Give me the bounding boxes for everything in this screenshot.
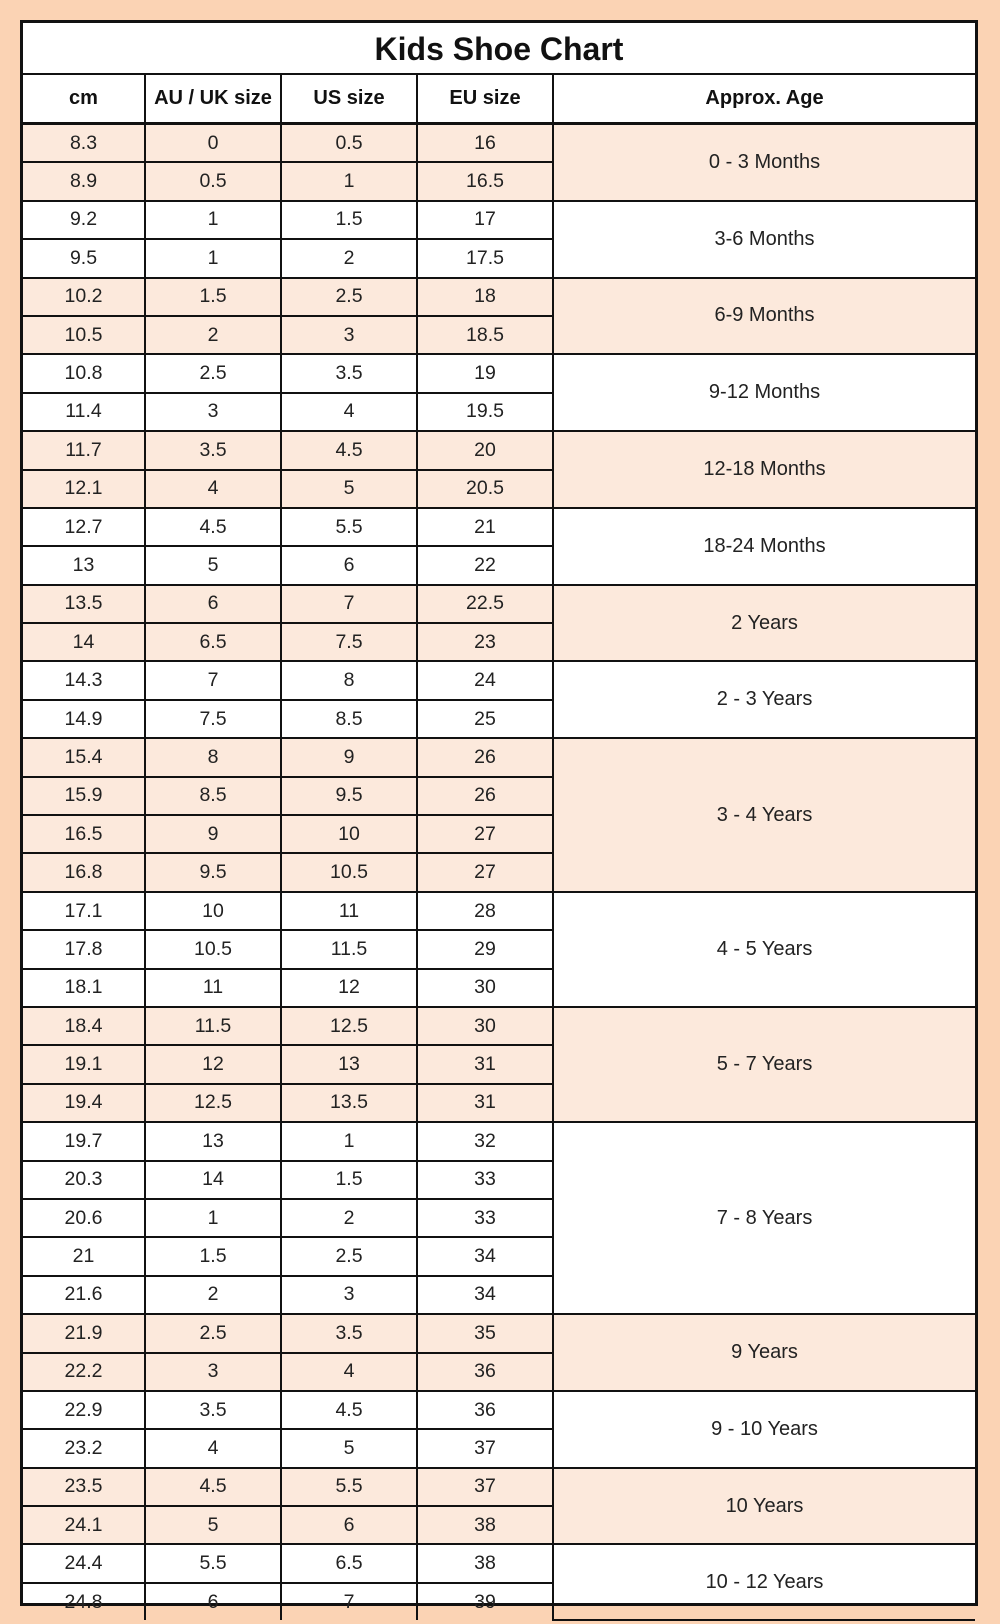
cell-us-size: 2 <box>281 239 417 277</box>
cell-us-size: 0.5 <box>281 124 417 163</box>
header-eu-size: EU size <box>417 75 553 124</box>
cell-eu-size: 20 <box>417 431 553 469</box>
cell-au-uk-size: 0 <box>145 124 281 163</box>
cell-cm: 13.5 <box>23 585 145 623</box>
cell-us-size: 4 <box>281 393 417 431</box>
cell-au-uk-size: 2.5 <box>145 354 281 392</box>
cell-us-size: 2.5 <box>281 1237 417 1275</box>
table-row <box>23 585 975 623</box>
cell-us-size: 8.5 <box>281 700 417 738</box>
cell-eu-size: 31 <box>417 1084 553 1122</box>
cell-approx-age: 10 Years <box>553 1468 975 1545</box>
cell-cm: 14.9 <box>23 700 145 738</box>
cell-eu-size: 16.5 <box>417 162 553 200</box>
cell-au-uk-size: 3.5 <box>145 431 281 469</box>
cell-eu-size: 25 <box>417 700 553 738</box>
cell-us-size: 4.5 <box>281 1391 417 1429</box>
cell-us-size: 2 <box>281 1199 417 1237</box>
cell-eu-size: 30 <box>417 1007 553 1045</box>
cell-cm: 19.4 <box>23 1084 145 1122</box>
cell-cm: 18.4 <box>23 1007 145 1045</box>
cell-approx-age: 18-24 Months <box>553 508 975 585</box>
table-row <box>23 1391 975 1429</box>
cell-au-uk-size: 3 <box>145 393 281 431</box>
cell-approx-age: 0 - 3 Months <box>553 124 975 201</box>
cell-au-uk-size: 10 <box>145 892 281 930</box>
cell-cm: 16.8 <box>23 853 145 891</box>
cell-us-size: 6.5 <box>281 1544 417 1582</box>
cell-cm: 20.3 <box>23 1161 145 1199</box>
cell-approx-age: 10 - 12 Years <box>553 1544 975 1620</box>
cell-approx-age: 5 - 7 Years <box>553 1007 975 1122</box>
cell-eu-size: 38 <box>417 1544 553 1582</box>
cell-au-uk-size: 2 <box>145 316 281 354</box>
cell-eu-size: 17 <box>417 201 553 239</box>
cell-us-size: 1 <box>281 1122 417 1160</box>
cell-cm: 17.8 <box>23 930 145 968</box>
cell-us-size: 10.5 <box>281 853 417 891</box>
cell-us-size: 2.5 <box>281 278 417 316</box>
cell-us-size: 3 <box>281 1276 417 1314</box>
cell-us-size: 3.5 <box>281 354 417 392</box>
cell-us-size: 7 <box>281 585 417 623</box>
cell-eu-size: 37 <box>417 1468 553 1506</box>
cell-cm: 17.1 <box>23 892 145 930</box>
cell-eu-size: 36 <box>417 1353 553 1391</box>
cell-us-size: 3 <box>281 316 417 354</box>
cell-au-uk-size: 1.5 <box>145 278 281 316</box>
cell-eu-size: 26 <box>417 738 553 776</box>
cell-au-uk-size: 5.5 <box>145 1544 281 1582</box>
table-row <box>23 124 975 163</box>
cell-eu-size: 26 <box>417 777 553 815</box>
cell-eu-size: 32 <box>417 1122 553 1160</box>
cell-au-uk-size: 6.5 <box>145 623 281 661</box>
cell-au-uk-size: 10.5 <box>145 930 281 968</box>
cell-eu-size: 18.5 <box>417 316 553 354</box>
header-au-uk-size: AU / UK size <box>145 75 281 124</box>
cell-us-size: 10 <box>281 815 417 853</box>
cell-cm: 14.3 <box>23 661 145 699</box>
table-body <box>23 124 975 1621</box>
cell-au-uk-size: 1.5 <box>145 1237 281 1275</box>
cell-us-size: 7.5 <box>281 623 417 661</box>
cell-cm: 15.4 <box>23 738 145 776</box>
cell-us-size: 9 <box>281 738 417 776</box>
cell-au-uk-size: 4 <box>145 470 281 508</box>
cell-cm: 9.2 <box>23 201 145 239</box>
cell-eu-size: 16 <box>417 124 553 163</box>
cell-eu-size: 27 <box>417 853 553 891</box>
cell-eu-size: 24 <box>417 661 553 699</box>
cell-cm: 23.5 <box>23 1468 145 1506</box>
header-cm: cm <box>23 75 145 124</box>
cell-us-size: 5 <box>281 470 417 508</box>
cell-au-uk-size: 14 <box>145 1161 281 1199</box>
cell-eu-size: 28 <box>417 892 553 930</box>
cell-eu-size: 27 <box>417 815 553 853</box>
cell-au-uk-size: 1 <box>145 201 281 239</box>
cell-eu-size: 22 <box>417 546 553 584</box>
cell-eu-size: 37 <box>417 1429 553 1467</box>
table-row <box>23 201 975 239</box>
cell-cm: 12.1 <box>23 470 145 508</box>
cell-cm: 20.6 <box>23 1199 145 1237</box>
table-row <box>23 278 975 316</box>
cell-cm: 10.2 <box>23 278 145 316</box>
cell-cm: 8.9 <box>23 162 145 200</box>
cell-us-size: 6 <box>281 546 417 584</box>
cell-cm: 22.9 <box>23 1391 145 1429</box>
cell-us-size: 5 <box>281 1429 417 1467</box>
cell-eu-size: 39 <box>417 1583 553 1620</box>
cell-eu-size: 38 <box>417 1506 553 1544</box>
cell-cm: 19.7 <box>23 1122 145 1160</box>
cell-us-size: 7 <box>281 1583 417 1620</box>
cell-au-uk-size: 9 <box>145 815 281 853</box>
cell-eu-size: 31 <box>417 1045 553 1083</box>
cell-au-uk-size: 13 <box>145 1122 281 1160</box>
cell-us-size: 5.5 <box>281 1468 417 1506</box>
cell-eu-size: 35 <box>417 1314 553 1352</box>
cell-au-uk-size: 9.5 <box>145 853 281 891</box>
cell-us-size: 12.5 <box>281 1007 417 1045</box>
cell-cm: 8.3 <box>23 124 145 163</box>
cell-au-uk-size: 11 <box>145 969 281 1007</box>
table-row <box>23 1122 975 1160</box>
cell-cm: 13 <box>23 546 145 584</box>
cell-us-size: 11.5 <box>281 930 417 968</box>
table-row <box>23 738 975 776</box>
cell-cm: 21.9 <box>23 1314 145 1352</box>
cell-us-size: 4.5 <box>281 431 417 469</box>
cell-au-uk-size: 5 <box>145 546 281 584</box>
cell-us-size: 1.5 <box>281 1161 417 1199</box>
cell-approx-age: 3 - 4 Years <box>553 738 975 892</box>
cell-au-uk-size: 1 <box>145 239 281 277</box>
cell-us-size: 13 <box>281 1045 417 1083</box>
chart-title: Kids Shoe Chart <box>23 23 975 75</box>
cell-cm: 24.1 <box>23 1506 145 1544</box>
cell-us-size: 5.5 <box>281 508 417 546</box>
cell-approx-age: 2 Years <box>553 585 975 662</box>
cell-cm: 21.6 <box>23 1276 145 1314</box>
cell-cm: 24.8 <box>23 1583 145 1620</box>
table-row <box>23 431 975 469</box>
cell-eu-size: 34 <box>417 1276 553 1314</box>
cell-us-size: 3.5 <box>281 1314 417 1352</box>
cell-approx-age: 9-12 Months <box>553 354 975 431</box>
cell-approx-age: 6-9 Months <box>553 278 975 355</box>
cell-au-uk-size: 4.5 <box>145 508 281 546</box>
cell-au-uk-size: 3 <box>145 1353 281 1391</box>
cell-au-uk-size: 7 <box>145 661 281 699</box>
cell-eu-size: 23 <box>417 623 553 661</box>
cell-au-uk-size: 4 <box>145 1429 281 1467</box>
cell-eu-size: 18 <box>417 278 553 316</box>
cell-cm: 21 <box>23 1237 145 1275</box>
cell-cm: 10.5 <box>23 316 145 354</box>
cell-au-uk-size: 6 <box>145 1583 281 1620</box>
cell-au-uk-size: 3.5 <box>145 1391 281 1429</box>
cell-cm: 10.8 <box>23 354 145 392</box>
cell-au-uk-size: 8 <box>145 738 281 776</box>
cell-eu-size: 19.5 <box>417 393 553 431</box>
cell-cm: 18.1 <box>23 969 145 1007</box>
cell-approx-age: 4 - 5 Years <box>553 892 975 1007</box>
cell-eu-size: 30 <box>417 969 553 1007</box>
cell-approx-age: 3-6 Months <box>553 201 975 278</box>
cell-eu-size: 21 <box>417 508 553 546</box>
cell-au-uk-size: 0.5 <box>145 162 281 200</box>
cell-au-uk-size: 8.5 <box>145 777 281 815</box>
cell-au-uk-size: 5 <box>145 1506 281 1544</box>
table-row <box>23 661 975 699</box>
cell-au-uk-size: 4.5 <box>145 1468 281 1506</box>
cell-cm: 22.2 <box>23 1353 145 1391</box>
cell-us-size: 12 <box>281 969 417 1007</box>
cell-approx-age: 12-18 Months <box>553 431 975 508</box>
cell-eu-size: 29 <box>417 930 553 968</box>
cell-eu-size: 17.5 <box>417 239 553 277</box>
table-row <box>23 1468 975 1506</box>
cell-eu-size: 19 <box>417 354 553 392</box>
cell-eu-size: 34 <box>417 1237 553 1275</box>
cell-au-uk-size: 6 <box>145 585 281 623</box>
cell-approx-age: 9 - 10 Years <box>553 1391 975 1468</box>
cell-us-size: 13.5 <box>281 1084 417 1122</box>
size-table <box>23 75 975 1621</box>
table-row <box>23 1007 975 1045</box>
cell-cm: 15.9 <box>23 777 145 815</box>
cell-cm: 14 <box>23 623 145 661</box>
header-us-size: US size <box>281 75 417 124</box>
cell-approx-age: 7 - 8 Years <box>553 1122 975 1314</box>
cell-us-size: 1.5 <box>281 201 417 239</box>
cell-us-size: 1 <box>281 162 417 200</box>
cell-au-uk-size: 2.5 <box>145 1314 281 1352</box>
cell-eu-size: 33 <box>417 1161 553 1199</box>
cell-cm: 24.4 <box>23 1544 145 1582</box>
header-row <box>23 75 975 124</box>
cell-cm: 9.5 <box>23 239 145 277</box>
cell-eu-size: 36 <box>417 1391 553 1429</box>
table-row <box>23 1544 975 1582</box>
shoe-size-chart <box>20 20 978 1613</box>
table-row <box>23 1314 975 1352</box>
cell-cm: 19.1 <box>23 1045 145 1083</box>
cell-cm: 16.5 <box>23 815 145 853</box>
table-row <box>23 354 975 392</box>
cell-approx-age: 2 - 3 Years <box>553 661 975 738</box>
cell-au-uk-size: 12.5 <box>145 1084 281 1122</box>
cell-us-size: 8 <box>281 661 417 699</box>
cell-cm: 23.2 <box>23 1429 145 1467</box>
cell-au-uk-size: 2 <box>145 1276 281 1314</box>
cell-eu-size: 33 <box>417 1199 553 1237</box>
cell-eu-size: 22.5 <box>417 585 553 623</box>
cell-us-size: 9.5 <box>281 777 417 815</box>
cell-au-uk-size: 7.5 <box>145 700 281 738</box>
cell-us-size: 4 <box>281 1353 417 1391</box>
cell-cm: 11.7 <box>23 431 145 469</box>
cell-au-uk-size: 12 <box>145 1045 281 1083</box>
table-row <box>23 892 975 930</box>
cell-us-size: 6 <box>281 1506 417 1544</box>
cell-eu-size: 20.5 <box>417 470 553 508</box>
cell-us-size: 11 <box>281 892 417 930</box>
cell-cm: 12.7 <box>23 508 145 546</box>
cell-au-uk-size: 11.5 <box>145 1007 281 1045</box>
table-row <box>23 508 975 546</box>
cell-cm: 11.4 <box>23 393 145 431</box>
cell-au-uk-size: 1 <box>145 1199 281 1237</box>
cell-approx-age: 9 Years <box>553 1314 975 1391</box>
header-approx-age: Approx. Age <box>553 75 975 124</box>
